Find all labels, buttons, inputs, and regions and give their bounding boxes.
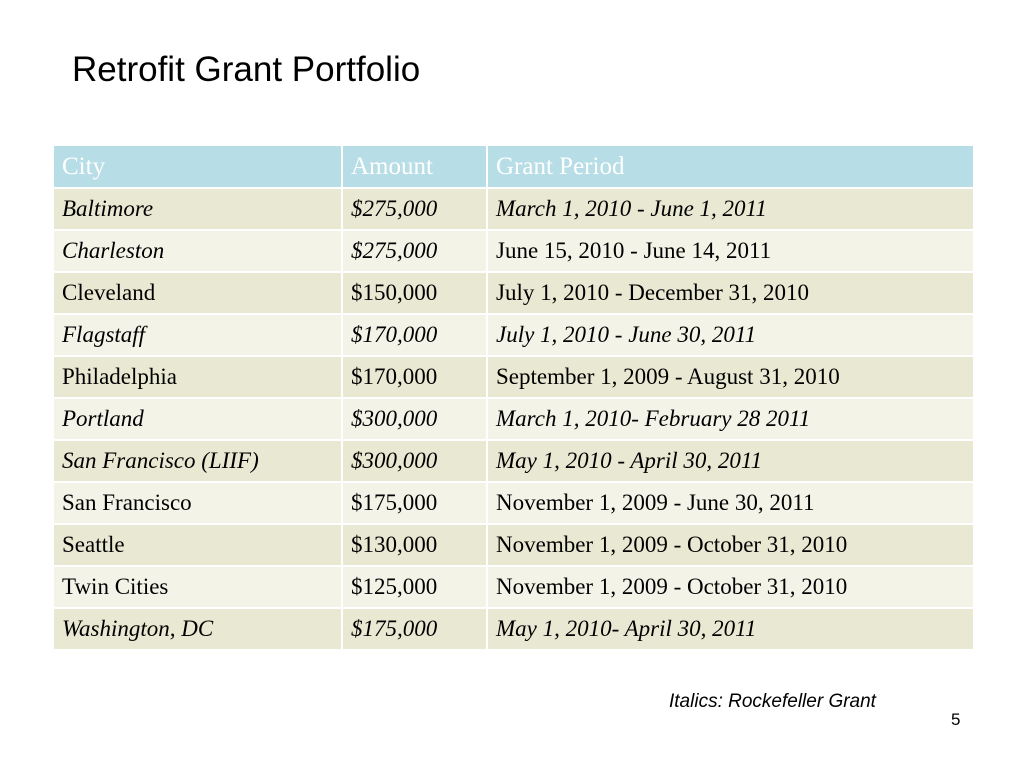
italics-legend-note: Italics: Rockefeller Grant xyxy=(669,691,876,712)
table-row xyxy=(53,440,974,482)
table-row xyxy=(53,482,974,524)
table-row xyxy=(53,524,974,566)
cell-grant-period: November 1, 2009 - June 30, 2011 xyxy=(487,482,974,524)
cell-grant-period: November 1, 2009 - October 31, 2010 xyxy=(487,566,974,608)
cell-amount: $175,000 xyxy=(342,608,487,650)
table-row xyxy=(53,356,974,398)
cell-city: San Francisco xyxy=(53,482,342,524)
header-grant-period: Grant Period xyxy=(487,145,974,188)
cell-grant-period: September 1, 2009 - August 31, 2010 xyxy=(487,356,974,398)
cell-amount: $175,000 xyxy=(342,482,487,524)
cell-city: Washington, DC xyxy=(53,608,342,650)
slide-title: Retrofit Grant Portfolio xyxy=(72,50,421,89)
table-row xyxy=(53,398,974,440)
table-row xyxy=(53,272,974,314)
grant-table xyxy=(52,144,975,651)
cell-city: Baltimore xyxy=(53,188,342,230)
cell-amount: $300,000 xyxy=(342,440,487,482)
cell-city: Charleston xyxy=(53,230,342,272)
cell-city: Philadelphia xyxy=(53,356,342,398)
cell-amount: $275,000 xyxy=(342,230,487,272)
header-amount: Amount xyxy=(342,145,487,188)
cell-grant-period: July 1, 2010 - December 31, 2010 xyxy=(487,272,974,314)
cell-grant-period: May 1, 2010- April 30, 2011 xyxy=(487,608,974,650)
table-row xyxy=(53,314,974,356)
cell-amount: $300,000 xyxy=(342,398,487,440)
cell-amount: $125,000 xyxy=(342,566,487,608)
table-row xyxy=(53,566,974,608)
cell-city: Flagstaff xyxy=(53,314,342,356)
cell-amount: $150,000 xyxy=(342,272,487,314)
cell-city: San Francisco (LIIF) xyxy=(53,440,342,482)
cell-city: Seattle xyxy=(53,524,342,566)
cell-grant-period: May 1, 2010 - April 30, 2011 xyxy=(487,440,974,482)
cell-amount: $275,000 xyxy=(342,188,487,230)
cell-amount: $170,000 xyxy=(342,356,487,398)
cell-amount: $170,000 xyxy=(342,314,487,356)
cell-city: Cleveland xyxy=(53,272,342,314)
cell-grant-period: July 1, 2010 - June 30, 2011 xyxy=(487,314,974,356)
cell-grant-period: June 15, 2010 - June 14, 2011 xyxy=(487,230,974,272)
table-row xyxy=(53,188,974,230)
cell-grant-period: March 1, 2010 - June 1, 2011 xyxy=(487,188,974,230)
header-city: City xyxy=(53,145,342,188)
table-header-row xyxy=(53,145,974,188)
cell-city: Portland xyxy=(53,398,342,440)
table-row xyxy=(53,230,974,272)
cell-grant-period: March 1, 2010- February 28 2011 xyxy=(487,398,974,440)
cell-amount: $130,000 xyxy=(342,524,487,566)
cell-city: Twin Cities xyxy=(53,566,342,608)
page-number: 5 xyxy=(951,710,961,729)
table-row xyxy=(53,608,974,650)
cell-grant-period: November 1, 2009 - October 31, 2010 xyxy=(487,524,974,566)
